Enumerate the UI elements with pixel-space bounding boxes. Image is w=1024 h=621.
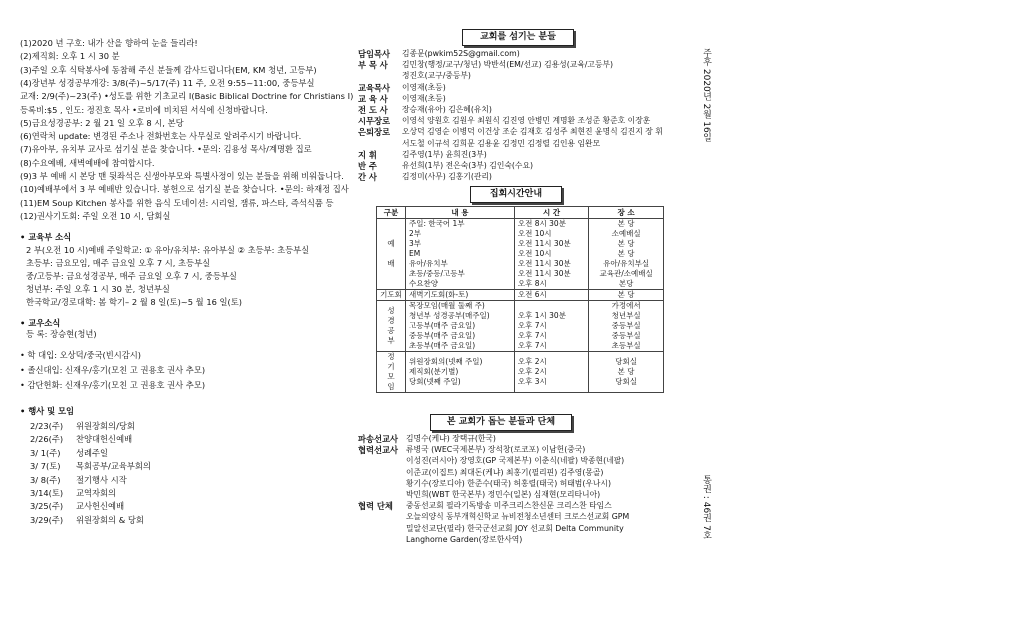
mission-line: 이성진(러시아) 장영호(GP 국제본부) 이춘식(네팔) 박종현(네팔) bbox=[406, 456, 625, 466]
staff-role: 시무장로 bbox=[358, 116, 391, 127]
schedule-place-line: 소예배실 bbox=[611, 229, 641, 238]
schedule-content-line: 3부 bbox=[409, 239, 422, 248]
schedule-place-line: 당회실 bbox=[615, 357, 637, 366]
mission-line: 김명수(케냐) 장택규(한국) bbox=[406, 434, 496, 443]
event-date: 3/ 1(주) bbox=[30, 447, 61, 458]
announcement-item: (3)주일 오후 식탁봉사에 동참해 주신 분들께 감사드립니다(EM, KM 청년, 고등부) bbox=[20, 64, 317, 75]
staff-role: 반 주 bbox=[358, 161, 377, 171]
event-name: 위원장회의 & 당회 bbox=[76, 514, 144, 525]
new-school-line: • 졸신대입: 신재우/홍기(모친 고 권용호 권사 추모) bbox=[20, 365, 206, 375]
staff-names: 정진호(교구/중등부) bbox=[402, 71, 471, 81]
staff-title: 교회를 섬기는 분들 bbox=[462, 29, 574, 46]
event-name: 목회공부/교육부회의 bbox=[76, 461, 151, 472]
schedule-time-line: 오후 2시 bbox=[517, 367, 547, 376]
schedule-place-line: 청년부실 bbox=[611, 311, 641, 320]
announcement-item: 등록비:$5 , 인도: 정진호 목사 •로비에 비치된 서식에 신청바랍니다. bbox=[20, 104, 268, 115]
staff-names: 서도철 이규석 김희문 김용윤 김정민 김정렬 김인용 임완모 bbox=[402, 138, 601, 148]
staff-role: 교 육 사 bbox=[358, 93, 388, 104]
schedule-place bbox=[589, 352, 664, 393]
announcement-item: (10)예배부에서 3 부 예배반 있습니다. 봉헌으로 섬기실 분을 찾습니다. •문의: 하재정 집사 bbox=[20, 184, 349, 195]
mission-line: 박민희(WBT 한국본부) 정민수(일본) 심재현(모리타니아) bbox=[406, 490, 601, 499]
announcement-item: (8)수요예배, 새벽예배에 참여합시다. bbox=[20, 157, 155, 168]
schedule-place-line: 당회실 bbox=[615, 377, 637, 386]
event-date: 3/14(토) bbox=[30, 488, 64, 498]
staff-names: 장승재(유아) 김은혜(유치) bbox=[402, 105, 492, 114]
announcement-item: (7)유아부, 유치부 교사로 섬기실 분을 찾습니다. •문의: 김용성 목사/계명환 집로 bbox=[20, 144, 312, 155]
schedule-content-line: 2부 bbox=[409, 229, 422, 238]
memorial-line: • 감단헌화: 신재우/홍기(모친 고 권용호 권사 추모) bbox=[20, 380, 206, 390]
schedule-place-line: 유아/유치부실 bbox=[603, 259, 650, 268]
schedule-time-line: 오전 10시 bbox=[517, 229, 552, 238]
staff-names: 이영재(초등) bbox=[402, 93, 446, 103]
schedule-time-line: 오후 8시 bbox=[517, 279, 547, 288]
schedule-header: 장 소 bbox=[589, 207, 664, 219]
schedule-content-line: 위원장회의(넷째 주일) bbox=[409, 357, 483, 366]
schedule-content-line: 제직회(분기별) bbox=[409, 367, 459, 376]
announcement-item: (4)장년부 성경공부개강: 3/8(주)~5/17(주) 11 주, 오전 9:55~11:00, 중등부실 bbox=[20, 77, 315, 88]
schedule-place-line: 초등부실 bbox=[611, 341, 641, 350]
staff-names: 이영재(초등) bbox=[402, 82, 446, 92]
education-title: • 교육부 소식 bbox=[20, 232, 72, 242]
schedule-content-line: 고등부(매주 금요일) bbox=[409, 321, 476, 330]
schedule-time-line: 오전 11시 30분 bbox=[517, 269, 571, 278]
staff-role: 교육목사 bbox=[358, 82, 391, 93]
schedule-content-line: 당회(넷째 주일) bbox=[409, 377, 461, 386]
schedule-place-line: 중등부실 bbox=[611, 331, 641, 340]
mission-line: 밀알선교단(필라) 한국군선교회 JOY 선교회 Delta Community bbox=[406, 523, 624, 533]
education-item: 중/고등부: 금요성경공부, 매주 금요일 오후 7 시, 중등부실 bbox=[26, 271, 237, 281]
event-name: 절기행사 시작 bbox=[76, 474, 127, 485]
bulletin-volume: 통권 : 46권 7호 bbox=[701, 475, 711, 540]
schedule-time-line: 오전 8시 30분 bbox=[517, 219, 566, 228]
schedule-time bbox=[514, 352, 588, 393]
schedule-time-line: 오후 7시 bbox=[517, 331, 547, 340]
education-item: 2 부(오전 10 시)예배 주일학교: ① 유아/유치부: 유아부실 ② 초등부: 초등부실 bbox=[26, 245, 310, 255]
mission-line: 중동선교회 필라기독방송 미주크리스찬신문 크리스찬 타임스 bbox=[406, 501, 612, 511]
mission-line: 황기수(장로디아) 한준수(태국) 허홍렬(태국) 허태범(우나시) bbox=[406, 478, 611, 488]
schedule-content-line: 주일: 한국어 1부 bbox=[409, 219, 465, 228]
schedule-place-line: 가정에서 bbox=[611, 301, 641, 310]
mission-line: 류병국 (WEC국제본부) 장석창(로코포) 이남헌(중국) bbox=[406, 445, 586, 455]
mission-role: 협력선교사 bbox=[358, 445, 399, 456]
staff-role: 전 도 사 bbox=[358, 105, 388, 115]
schedule-time-line: 오전 6시 bbox=[517, 290, 547, 299]
schedule-content bbox=[406, 301, 515, 352]
schedule-group-label: 성 경 공 부 bbox=[377, 301, 406, 352]
announcement-item: (11)EM Soup Kitchen 봉사를 위한 음식 도네이션: 시리얼, 잼류, 파스타, 즉석식품 등 bbox=[20, 197, 334, 208]
staff-role: 부 목 사 bbox=[358, 60, 388, 71]
schedule-content-line: 유아/유치부 bbox=[409, 259, 448, 268]
schedule-time-line: 오후 2시 bbox=[517, 357, 547, 366]
schedule-place-line: 본 당 bbox=[617, 219, 635, 228]
mission-role: 협력 단체 bbox=[358, 501, 393, 512]
announcement-item: 교재: 2/9(주)~23(주) •성도를 위한 기초교리 I(Basic Biblical Doctrine for Christians I) bbox=[20, 91, 354, 102]
mission-line: Langhorne Garden(장로한사역) bbox=[406, 534, 523, 544]
staff-names: 이영석 양원호 김원우 최원식 김진영 안병민 계명환 조성준 황준호 이장훈 bbox=[402, 116, 651, 126]
schedule-place-line: 본 당 bbox=[617, 249, 635, 258]
schedule-header: 내 용 bbox=[406, 207, 515, 219]
schedule-place-line: 본당 bbox=[618, 279, 634, 288]
schedule-time-line: 오후 7시 bbox=[517, 341, 547, 350]
schedule-place-line: 본 당 bbox=[617, 239, 635, 248]
schedule-time-line: 오후 3시 bbox=[517, 377, 547, 386]
schedule-time-line: 오전 11시 30분 bbox=[517, 259, 571, 268]
schedule-content-line: 새벽기도회(화-토) bbox=[409, 290, 469, 299]
schedule-time-line: 오후 1시 30분 bbox=[517, 311, 566, 320]
schedule-time bbox=[514, 301, 588, 352]
schedule-place-line: 본 당 bbox=[617, 367, 635, 376]
schedule-content-line: 초등/중등/고등부 bbox=[409, 269, 465, 278]
staff-names: 유선희(1부) 전은숙(3부) 김인숙(수요) bbox=[402, 161, 534, 170]
event-name: 교사헌신예배 bbox=[76, 501, 125, 512]
announcement-item: (12)권사기도회: 주일 오전 10 시, 담회실 bbox=[20, 210, 171, 221]
mission-line: 이준교(이집트) 최대돈(케냐) 최홍기(필리핀) 김주영(몽골) bbox=[406, 467, 604, 477]
school-line: • 학 대입: 오상덕/중국(빈시감시) bbox=[20, 350, 142, 360]
schedule-place-line: 본 당 bbox=[617, 290, 635, 299]
schedule-time-line bbox=[518, 301, 585, 311]
schedule-group-label: 정 기 모 임 bbox=[377, 352, 406, 393]
schedule-content-line: EM bbox=[409, 249, 421, 258]
schedule-title: 집회시간안내 bbox=[470, 186, 562, 203]
event-date: 3/25(주) bbox=[30, 501, 64, 512]
staff-names: 오상덕 김영순 이병덕 이건상 조순 김재호 김성주 최현진 윤명식 김진지 장 휘 bbox=[402, 127, 663, 137]
schedule-content-line: 목장모임(매월 둘째 주) bbox=[409, 301, 485, 310]
schedule-content-line: 중등부(매주 금요일) bbox=[409, 331, 476, 340]
schedule-group-label: 예 배 bbox=[377, 219, 406, 290]
schedule-time bbox=[514, 219, 588, 290]
members-line: 등 록: 장승현(청년) bbox=[26, 329, 97, 339]
schedule-content-line: 초등부(매주 금요일) bbox=[409, 341, 476, 350]
schedule-place-line: 중등부실 bbox=[611, 321, 641, 330]
schedule-place bbox=[589, 301, 664, 352]
events-title: • 행사 및 모임 bbox=[20, 406, 75, 416]
members-title: • 교우소식 bbox=[20, 318, 61, 328]
education-item: 한국학교/경로대학: 봄 학기– 2 월 8 일(토)~5 월 16 일(토) bbox=[26, 297, 243, 307]
event-date: 3/ 7(토) bbox=[30, 461, 61, 472]
schedule-time bbox=[514, 290, 588, 301]
schedule-content-line: 수요찬양 bbox=[409, 279, 438, 288]
schedule-content bbox=[406, 219, 515, 290]
schedule-content-line: 청년부 성경공부(매주일) bbox=[409, 311, 490, 320]
schedule-group-label: 기도회 bbox=[377, 290, 406, 301]
staff-role: 담임목사 bbox=[358, 49, 391, 59]
event-date: 2/26(주) bbox=[30, 434, 64, 445]
schedule-time-line: 오전 10시 bbox=[517, 249, 552, 258]
announcement-item: (6)연락처 update: 변경된 주소나 전화번호는 사무실로 알려주시기 바랍니다. bbox=[20, 131, 302, 142]
event-name: 교역자회의 bbox=[76, 488, 117, 498]
staff-names: 김민창(행정/교구/청년) 박반석(EM/선교) 김용성(교육/고등부) bbox=[402, 60, 614, 70]
education-item: 청년부: 주일 오후 1 시 30 분, 청년부실 bbox=[26, 284, 170, 294]
event-name: 성례주일 bbox=[76, 447, 109, 458]
staff-names: 김주영(1부) 윤희진(3부) bbox=[402, 149, 487, 159]
bulletin-date: 주후 2020년 2월 16일 bbox=[701, 48, 711, 142]
schedule-place bbox=[589, 290, 664, 301]
schedule-time-line: 오전 11시 30분 bbox=[517, 239, 571, 248]
staff-role: 지 휘 bbox=[358, 149, 377, 160]
staff-names: 김정미(사무) 김홍기(관리) bbox=[402, 172, 492, 182]
missions-title: 본 교회가 돕는 분들과 단체 bbox=[430, 414, 572, 431]
schedule-content bbox=[406, 290, 515, 301]
event-date: 3/29(주) bbox=[30, 514, 64, 525]
announcement-item: (5)금요성경공부: 2 월 21 일 오후 8 시, 본당 bbox=[20, 117, 184, 128]
schedule-header: 구분 bbox=[377, 207, 406, 219]
staff-role: 간 사 bbox=[358, 172, 377, 183]
announcement-item: (1)2020 년 구호: 내가 산을 향하여 눈을 들리라! bbox=[20, 38, 198, 48]
schedule-table bbox=[376, 206, 664, 393]
schedule-place-line: 교육관/소예배실 bbox=[599, 269, 653, 278]
mission-role: 파송선교사 bbox=[358, 434, 399, 444]
event-name: 찬양대헌신예배 bbox=[76, 434, 133, 445]
staff-names: 김종문(pwkim52S@gmail.com) bbox=[402, 49, 520, 58]
announcement-item: (2)제직회: 오후 1 시 30 분 bbox=[20, 51, 120, 62]
schedule-place bbox=[589, 219, 664, 290]
event-date: 3/ 8(주) bbox=[30, 474, 61, 485]
education-item: 초등부: 금요모임, 매주 금요일 오후 7 시, 초등부실 bbox=[26, 258, 211, 268]
schedule-header: 시 간 bbox=[514, 207, 588, 219]
announcement-item: (9)3 부 예배 시 본당 맨 뒷좌석은 신생아부모와 특별사정이 있는 분들을 위해 비워둡니다. bbox=[20, 171, 344, 181]
event-date: 2/23(주) bbox=[30, 421, 64, 431]
staff-role: 은퇴장로 bbox=[358, 127, 391, 138]
mission-line: 오늘의양식 동부개혁신학교 뉴비전청소년센터 크로스선교회 GPM bbox=[406, 512, 630, 522]
event-name: 위원장회의/당회 bbox=[76, 421, 135, 431]
schedule-content bbox=[406, 352, 515, 393]
schedule-time-line: 오후 7시 bbox=[517, 321, 547, 330]
